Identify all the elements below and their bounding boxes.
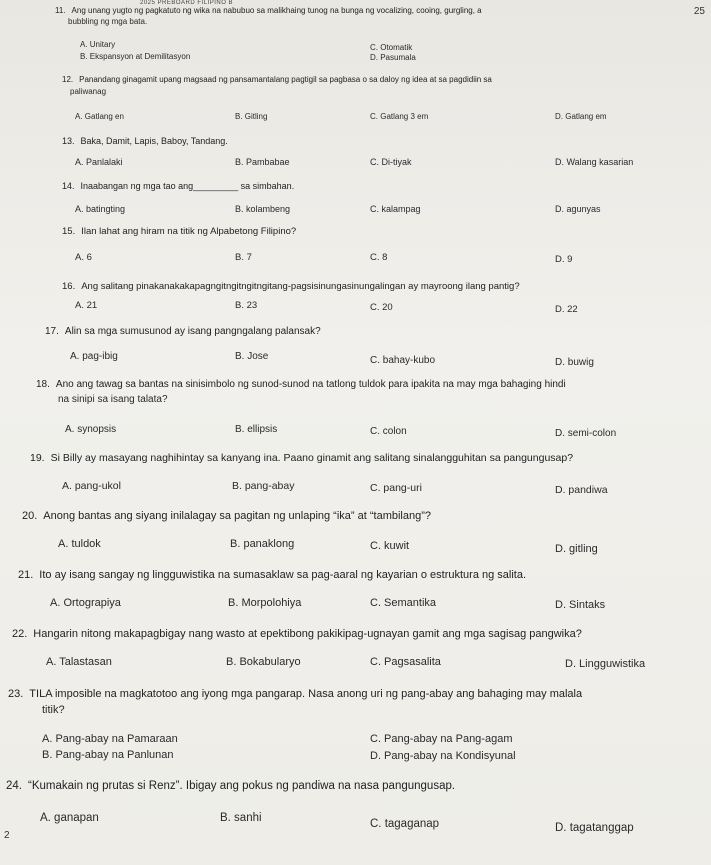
question-stem: 20. Anong bantas ang siyang inilalagay sa pagitan ng unlaping “ika” at “tambilang”? [22, 510, 431, 522]
option-a[interactable]: A. ganapan [40, 812, 99, 824]
question-stem-continued: na sinipi sa isang talata? [58, 394, 168, 405]
option-a[interactable]: A. pag-ibig [70, 351, 118, 362]
side-number-bottom: 2 [4, 830, 10, 841]
option-d[interactable]: D. Sintaks [555, 599, 606, 611]
option-a[interactable]: A. Pang-abay na Pamaraan [42, 733, 178, 745]
option-d[interactable]: D. 9 [555, 254, 573, 265]
option-d[interactable]: D. Walang kasarian [555, 157, 634, 167]
option-a[interactable]: A. Ortograpiya [50, 597, 121, 609]
option-c[interactable]: C. colon [370, 426, 407, 437]
question-stem: 13. Baka, Damit, Lapis, Baboy, Tandang. [62, 136, 228, 146]
option-a[interactable]: A. Talastasan [46, 656, 112, 668]
question-stem: 17. Alin sa mga sumusunod ay isang pangngalang palansak? [45, 326, 321, 337]
option-b[interactable]: B. Morpolohiya [228, 597, 302, 609]
option-c[interactable]: C. Semantika [370, 597, 437, 609]
option-a[interactable]: A. Unitary [80, 40, 116, 49]
option-b[interactable]: B. kolambeng [235, 204, 291, 214]
option-b[interactable]: B. 7 [235, 252, 252, 263]
option-d[interactable]: D. buwig [555, 357, 594, 368]
option-a[interactable]: A. tuldok [58, 538, 101, 550]
option-a[interactable]: A. Gatlang en [75, 112, 124, 121]
option-b[interactable]: B. sanhi [220, 812, 262, 824]
option-c[interactable]: C. Otomatik [370, 43, 413, 52]
option-a[interactable]: A. pang-ukol [62, 480, 121, 492]
option-a[interactable]: A. 21 [75, 300, 98, 311]
option-b[interactable]: B. Pang-abay na Panlunan [42, 749, 174, 761]
option-c[interactable]: C. 20 [370, 302, 393, 313]
option-c[interactable]: C. tagaganap [370, 818, 440, 830]
option-c[interactable]: C. bahay-kubo [370, 355, 436, 366]
question-stem: 14. Inaabangan ng mga tao ang_________ sa simbahan. [62, 181, 295, 191]
option-c[interactable]: C. 8 [370, 252, 388, 263]
question-stem: 12. Panandang ginagamit upang magsaad ng pansamantalang pagtigil sa pagbasa o sa daloy ng idea at sa pagdidiin sa [62, 75, 492, 84]
question-stem: 18. Ano ang tawag sa bantas na sinisimbolo ng sunod-sunod na tatlong tuldok para ipakita na may mga bahaging hindi [36, 379, 566, 390]
question-stem: 21. Ito ay isang sangay ng lingguwistika na sumasaklaw sa pag-aaral ng kayarian o estruktura ng salita. [18, 569, 527, 581]
option-a[interactable]: A. Panlalaki [75, 157, 123, 167]
option-b[interactable]: B. Pambabae [235, 157, 290, 167]
option-d[interactable]: D. Lingguwistika [565, 658, 646, 670]
option-c[interactable]: C. kalampag [370, 204, 421, 214]
option-c[interactable]: C. Pang-abay na Pang-agam [370, 733, 513, 745]
option-b[interactable]: B. pang-abay [232, 480, 295, 492]
option-b[interactable]: B. Jose [235, 351, 269, 362]
question-stem-continued: paliwanag [70, 87, 107, 96]
option-d[interactable]: D. pandiwa [555, 484, 608, 496]
option-b[interactable]: B. Gitling [235, 112, 268, 121]
question-stem-continued: titik? [42, 704, 65, 716]
option-d[interactable]: D. Pang-abay na Kondisyunal [370, 750, 516, 762]
option-d[interactable]: D. gitling [555, 543, 598, 555]
question-stem: 23. TILA imposible na magkatotoo ang iyong mga pangarap. Nasa anong uri ng pang-abay ang bahaging may malala [8, 688, 583, 700]
option-b[interactable]: B. 23 [235, 300, 258, 311]
question-stem: 24. “Kumakain ng prutas si Renz”. Ibigay ang pokus ng pandiwa na nasa pangungusap. [6, 780, 456, 792]
option-c[interactable]: C. Di-tiyak [370, 157, 412, 167]
option-b[interactable]: B. Bokabularyo [226, 656, 301, 668]
question-stem: 19. Si Billy ay masayang naghihintay sa kanyang ina. Paano ginamit ang salitang sinalangguhitan sa pangungusap? [30, 452, 574, 464]
option-b[interactable]: B. Ekspansyon at Demilitasyon [80, 52, 191, 61]
option-c[interactable]: C. pang-uri [370, 482, 422, 494]
question-stem: 15. Ilan lahat ang hiram na titik ng Alpabetong Filipino? [62, 226, 297, 237]
option-c[interactable]: C. kuwit [370, 540, 410, 552]
option-c[interactable]: C. Pagsasalita [370, 656, 441, 668]
option-a[interactable]: A. 6 [75, 252, 92, 263]
option-d[interactable]: D. agunyas [555, 204, 601, 214]
option-a[interactable]: A. synopsis [65, 424, 117, 435]
option-b[interactable]: B. panaklong [230, 538, 295, 550]
option-d[interactable]: D. tagatanggap [555, 822, 634, 834]
option-c[interactable]: C. Gatlang 3 em [370, 112, 429, 121]
exam-header: 2025 PREBOARD FILIPINO B [140, 0, 234, 6]
question-stem: 11. Ang unang yugto ng pagkatuto ng wika na nabubuo sa malikhaing tunog na bunga ng vocalizing, cooing, gurgling, a [55, 6, 482, 15]
option-a[interactable]: A. batingting [75, 204, 126, 214]
question-stem: 16. Ang salitang pinakanakakapagngitngitngitngitang-pagsisinungasinungalingan ay mayroong ilang pantig? [62, 281, 520, 292]
question-stem: 22. Hangarin nitong makapagbigay nang wasto at epektibong pakikipag-ugnayan gamit ang mga sagisag pangwika? [12, 628, 582, 640]
question-stem-continued: bubbling ng mga bata. [68, 17, 148, 26]
side-number-top: 25 [693, 6, 705, 17]
option-d[interactable]: D. Gatlang em [555, 112, 607, 121]
option-d[interactable]: D. Pasumala [370, 53, 416, 62]
option-d[interactable]: D. 22 [555, 304, 578, 315]
option-d[interactable]: D. semi-colon [555, 428, 617, 439]
option-b[interactable]: B. ellipsis [235, 424, 278, 435]
